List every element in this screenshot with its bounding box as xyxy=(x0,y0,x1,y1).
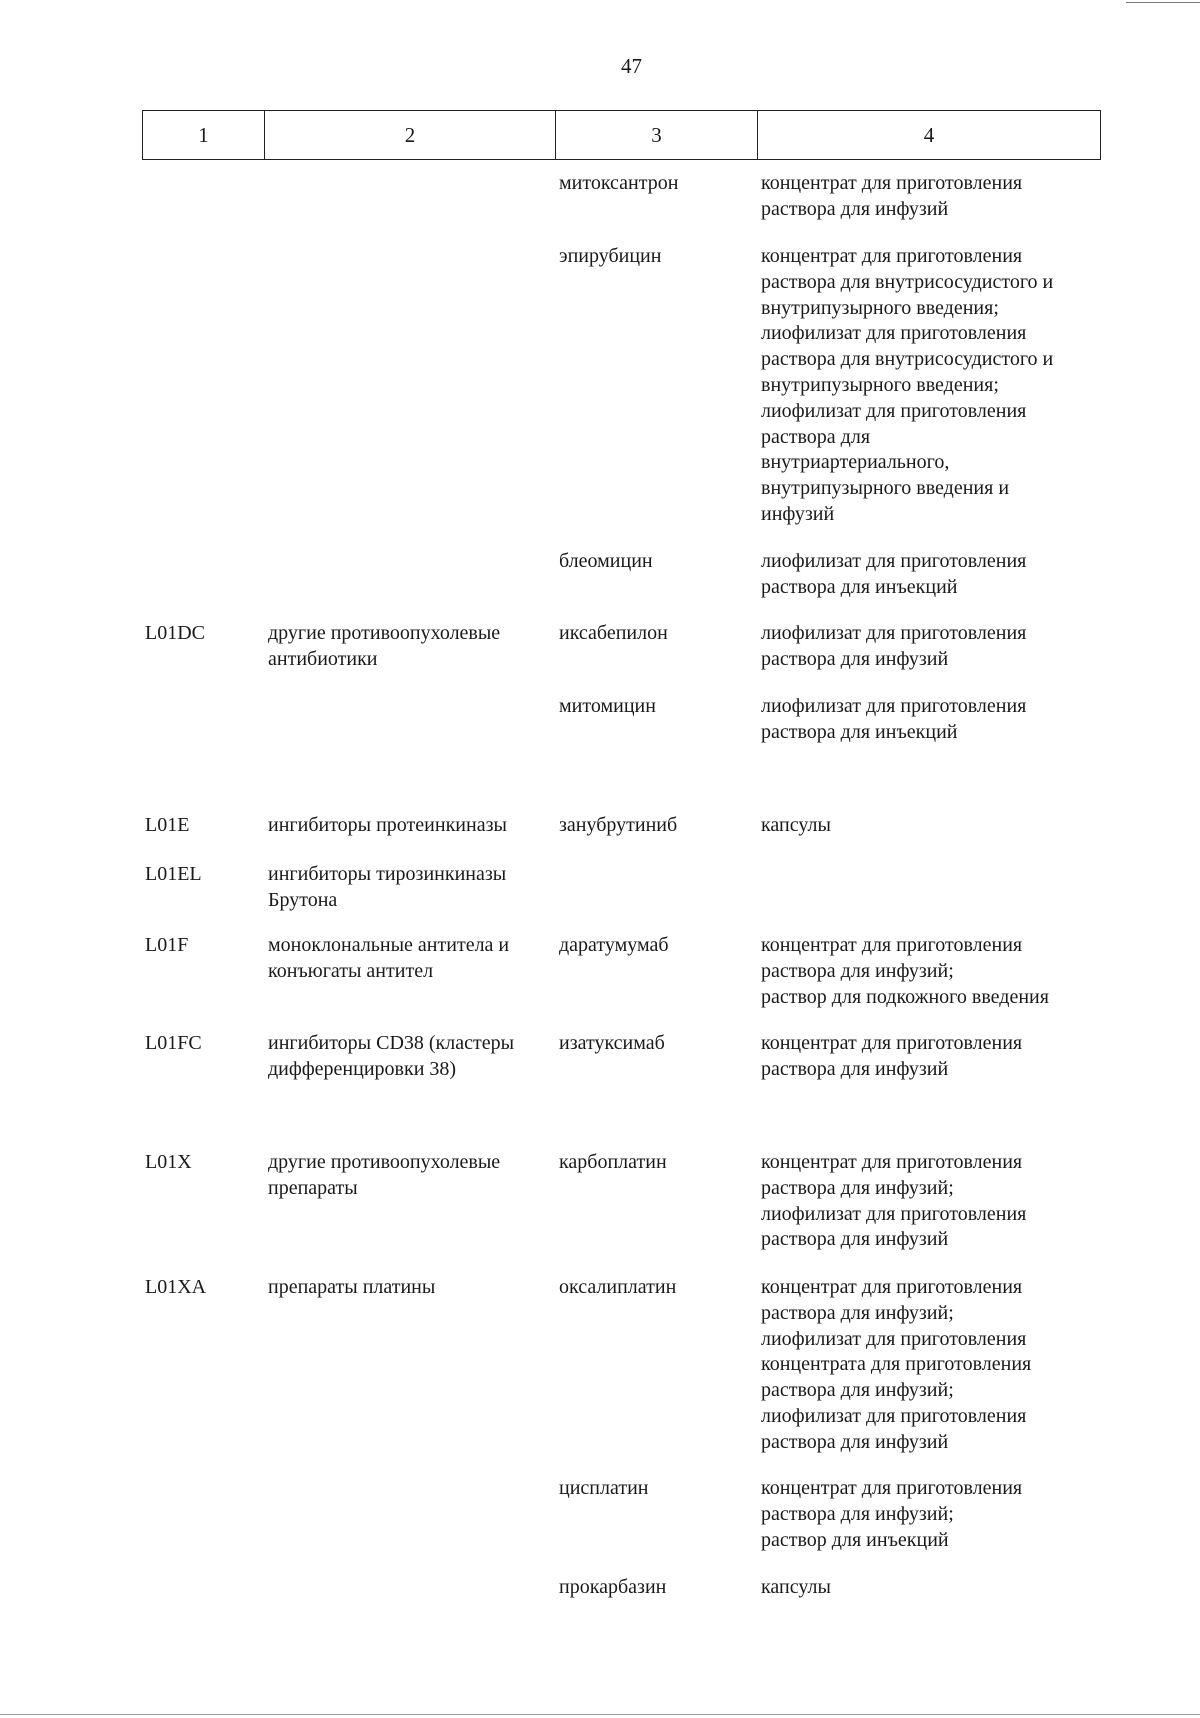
drug-name: занубрутиниб xyxy=(559,814,678,836)
dosage-form: концентрат для приготовления раствора для инфузий; раствор для инъекций xyxy=(761,1477,1023,1551)
dosage-form: концентрат для приготовления раствора для инфузий xyxy=(761,1032,1023,1080)
drug-name: иксабепилон xyxy=(559,622,668,644)
drug-name: изатуксимаб xyxy=(559,1032,665,1054)
dosage-form: концентрат для приготовления раствора для внутрисосудистого и внутрипузырного введения; лиофилизат для приготовления раствора для внутрисосудистого и внутрипузырного введения; лиофилизат для приготовления раствора для внутриартериального, внутрипузырного введения и инфузий xyxy=(761,245,1054,525)
dosage-form: лиофилизат для приготовления раствора для инъекций xyxy=(761,550,1027,598)
atc-code: L01XA xyxy=(145,1276,207,1298)
atc-code: L01F xyxy=(145,934,189,956)
atc-code: L01DC xyxy=(145,622,205,644)
header-col-1-label: 1 xyxy=(198,122,209,147)
header-col-4 xyxy=(757,111,1100,159)
group-name: препараты платины xyxy=(268,1276,436,1298)
atc-code: L01FC xyxy=(145,1032,202,1054)
atc-code: L01EL xyxy=(145,863,202,885)
drug-name: цисплатин xyxy=(559,1477,649,1499)
drug-name: оксалиплатин xyxy=(559,1276,677,1298)
drug-name: даратумумаб xyxy=(559,934,669,956)
atc-code: L01E xyxy=(145,814,190,836)
group-name: ингибиторы протеинкиназы xyxy=(268,814,507,836)
dosage-form: лиофилизат для приготовления раствора для инфузий xyxy=(761,622,1027,670)
dosage-form: концентрат для приготовления раствора для инфузий; раствор для подкожного введения xyxy=(761,934,1049,1008)
header-col-4-label: 4 xyxy=(923,122,935,147)
group-name: ингибиторы CD38 (кластеры дифференцировки 38) xyxy=(268,1032,515,1080)
header-col-1 xyxy=(143,111,264,159)
drug-name: карбоплатин xyxy=(559,1151,667,1173)
table-header xyxy=(142,110,1101,160)
drug-name: эпирубицин xyxy=(559,245,662,267)
dosage-form: концентрат для приготовления раствора для инфузий; лиофилизат для приготовления концентрата для приготовления раствора для инфузий; лиофилизат для приготовления раствора для инфузий xyxy=(761,1276,1032,1453)
dosage-form: концентрат для приготовления раствора для инфузий; лиофилизат для приготовления раствора для инфузий xyxy=(761,1151,1027,1251)
dosage-form: капсулы xyxy=(761,1576,831,1598)
header-col-2 xyxy=(264,111,555,159)
page-number: 47 xyxy=(621,54,642,78)
drug-name: митоксантрон xyxy=(559,172,679,194)
header-col-3-label: 3 xyxy=(651,122,662,147)
header-col-2-label: 2 xyxy=(404,122,416,147)
scan-bottom-edge xyxy=(0,1714,1200,1715)
drug-name: прокарбазин xyxy=(559,1576,667,1598)
group-name: моноклональные антитела и конъюгаты антител xyxy=(268,934,510,982)
header-col-3 xyxy=(555,111,757,159)
scan-edge-mark xyxy=(1126,2,1200,3)
atc-code: L01X xyxy=(145,1151,192,1173)
group-name: другие противоопухолевые антибиотики xyxy=(268,622,501,670)
drug-name: митомицин xyxy=(559,695,656,717)
group-name: другие противоопухолевые препараты xyxy=(268,1151,501,1199)
dosage-form: лиофилизат для приготовления раствора для инъекций xyxy=(761,695,1027,743)
group-name: ингибиторы тирозинкиназы Брутона xyxy=(268,863,507,911)
drug-name: блеомицин xyxy=(559,550,653,572)
dosage-form: капсулы xyxy=(761,814,831,836)
dosage-form: концентрат для приготовления раствора для инфузий xyxy=(761,172,1023,220)
